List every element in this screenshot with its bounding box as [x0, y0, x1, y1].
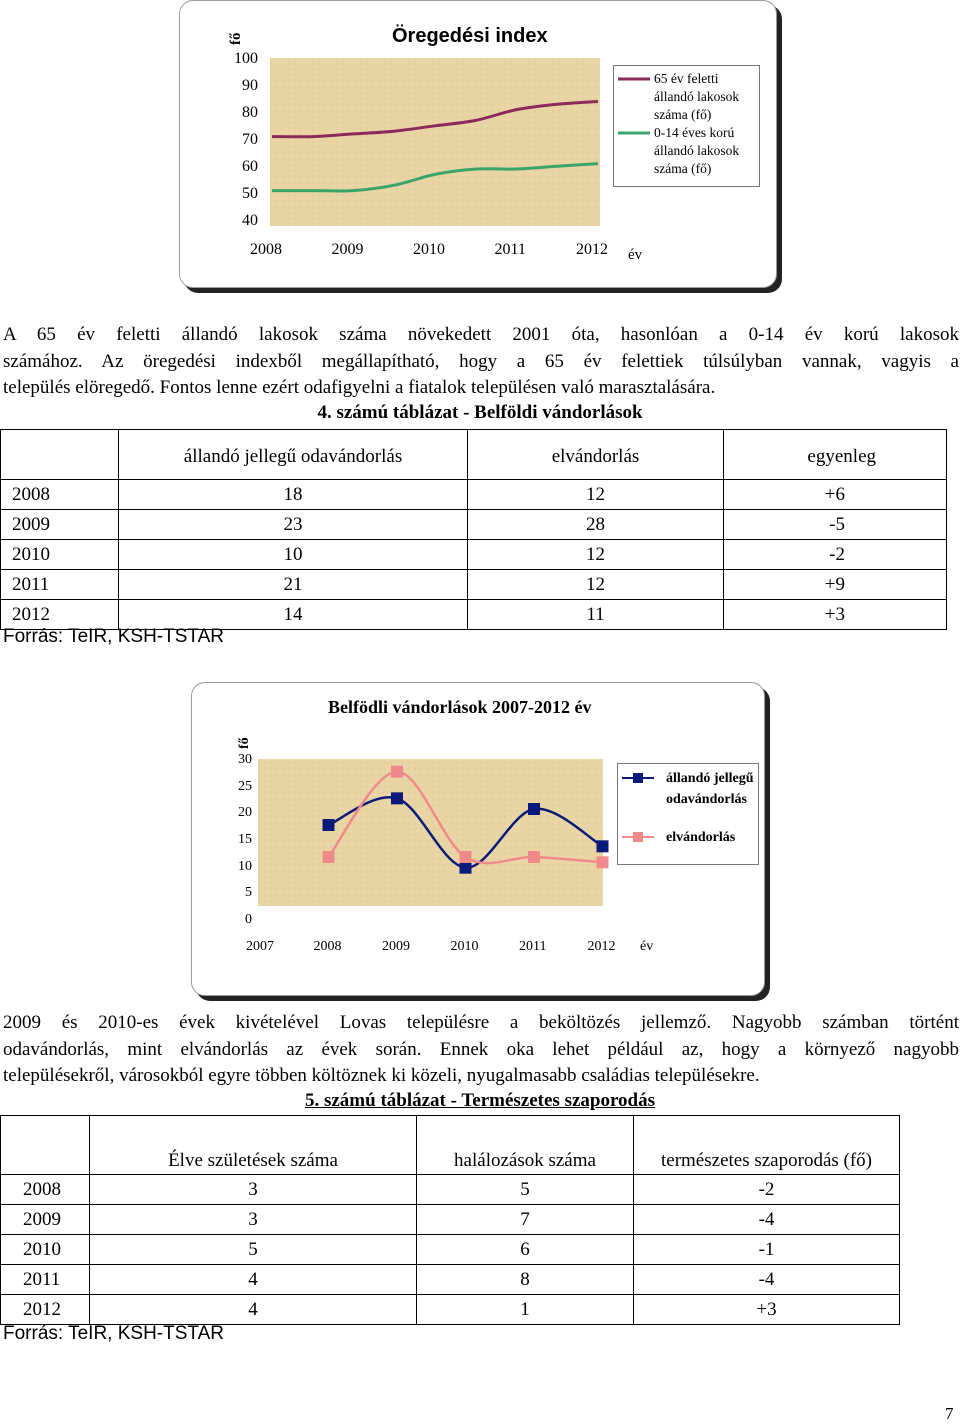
table5-cell: 5 — [90, 1235, 417, 1265]
table4-cell: -2 — [724, 540, 947, 570]
migration-ytick-30: 30 — [238, 752, 252, 767]
table5-row — [1, 1295, 900, 1325]
table4-migration — [0, 429, 947, 630]
table4-source: Forrás: TeIR, KSH-TSTAR — [3, 626, 224, 647]
aging-xtick-2009: 2009 — [331, 241, 364, 258]
migration-marker-1-3 — [528, 851, 540, 863]
table5-cell: -4 — [634, 1265, 900, 1295]
migration-marker-1-2 — [460, 851, 472, 863]
table5-row — [1, 1175, 900, 1205]
table4-cell: +9 — [724, 570, 947, 600]
table4-cell: 23 — [119, 510, 468, 540]
table5-header-row — [1, 1116, 900, 1175]
table4-cell: 10 — [119, 540, 468, 570]
table5-natural-growth — [0, 1115, 900, 1325]
legend-item-65plus: 65 év feletti állandó lakosok száma (fő) — [654, 71, 740, 122]
migration-marker-1-0 — [323, 851, 335, 863]
table5-cell: 2009 — [1, 1205, 90, 1235]
migration-xtick-2008: 2008 — [313, 939, 342, 954]
aging-ytick-100: 100 — [234, 50, 258, 67]
table4-cell: 14 — [119, 600, 468, 630]
paragraph-aging-line-2: számához. Az öregedési indexből megállapítható, hogy a 65 év felettiek túlsúlyban vannak, vagyis a — [3, 350, 959, 372]
legend-item-inmigration: állandó jellegű odavándorlás — [666, 771, 754, 807]
aging-xtick-2011: 2011 — [494, 241, 526, 258]
table5-cell: 5 — [417, 1175, 634, 1205]
migration-marker-0-4 — [597, 840, 609, 852]
table4-row — [1, 510, 947, 540]
table5-header-blank — [1, 1116, 90, 1175]
aging-xtick-2010: 2010 — [413, 241, 445, 258]
migration-xtick-2010: 2010 — [450, 939, 479, 954]
migration-ytick-25: 25 — [238, 778, 252, 794]
aging-ytick-60: 60 — [242, 158, 258, 175]
migration-xtick-2011: 2011 — [519, 939, 547, 954]
paragraph-aging-line-1: A 65 év feletti állandó lakosok száma növekedett 2001 óta, hasonlóan a 0-14 év korú lakosok — [3, 324, 959, 345]
table4-cell: 2009 — [1, 510, 119, 540]
table4-cell: 28 — [468, 510, 724, 540]
table5-row — [1, 1265, 900, 1295]
table4-cell: 12 — [468, 570, 724, 600]
table4-cell: +3 — [724, 600, 947, 630]
table5-cell: 1 — [417, 1295, 634, 1325]
migration-chart — [191, 682, 765, 996]
table4-row — [1, 540, 947, 570]
table5-cell: 2012 — [1, 1295, 90, 1325]
aging-ytick-50: 50 — [242, 185, 258, 202]
table4-row — [1, 570, 947, 600]
migration-ytick-15: 15 — [238, 832, 252, 847]
legend-item-0-14: 0-14 éves korú állandó lakosok száma (fő) — [654, 125, 740, 176]
migration-marker-1-4 — [597, 856, 609, 868]
table5-cell: 3 — [90, 1205, 417, 1235]
table5-header-growth: természetes szaporodás (fő) — [634, 1116, 900, 1175]
table4-row — [1, 480, 947, 510]
table5-row — [1, 1205, 900, 1235]
migration-ytick-10: 10 — [238, 858, 252, 874]
aging-index-title: Öregedési index — [392, 25, 548, 47]
table4-cell: 18 — [119, 480, 468, 510]
legend-item-outmigration: elvándorlás — [666, 830, 736, 845]
migration-marker-0-3 — [528, 803, 540, 815]
table4-header-blank — [1, 430, 119, 480]
table5-row — [1, 1235, 900, 1265]
migration-ytick-20: 20 — [238, 805, 252, 821]
table4-cell: +6 — [724, 480, 947, 510]
aging-index-xlabel: év — [628, 247, 643, 263]
migration-marker-1-1 — [391, 766, 403, 778]
aging-xtick-2012: 2012 — [576, 241, 608, 258]
migration-title: Belfödli vándorlások 2007-2012 év — [328, 697, 592, 717]
table4-header-balance: egyenleg — [724, 430, 947, 480]
paragraph-aging-line-3: település elöregedő. Fontos lenne ezért odafigyelni a fiatalok településen való marasztalására. — [3, 377, 716, 398]
table5-cell: -2 — [634, 1175, 900, 1205]
table4-cell: 2011 — [1, 570, 119, 600]
table4-header-row — [1, 430, 947, 480]
aging-index-plot-area — [270, 58, 600, 226]
table5-cell: 7 — [417, 1205, 634, 1235]
migration-marker-0-0 — [323, 819, 335, 831]
table4-cell: 21 — [119, 570, 468, 600]
table4-cell: -5 — [724, 510, 947, 540]
aging-index-chart — [179, 0, 777, 288]
table5-cell: 8 — [417, 1265, 634, 1295]
table5-cell: 2011 — [1, 1265, 90, 1295]
migration-xtick-2007: 2007 — [246, 939, 274, 954]
table5-cell: 3 — [90, 1175, 417, 1205]
migration-xtick-2009: 2009 — [382, 939, 410, 954]
table4-cell: 2010 — [1, 540, 119, 570]
migration-xtick-2012: 2012 — [587, 939, 616, 954]
table4-row — [1, 600, 947, 630]
aging-ytick-40: 40 — [242, 212, 258, 229]
legend-swatch-outmigration — [633, 832, 643, 842]
table5-caption: 5. számú táblázat - Természetes szaporodás — [304, 1090, 656, 1111]
table4-cell: 2008 — [1, 480, 119, 510]
aging-index-legend — [613, 65, 760, 187]
table5-cell: 4 — [90, 1295, 417, 1325]
table5-source: Forrás: TeIR, KSH-TSTAR — [3, 1323, 224, 1344]
table5-cell: -1 — [634, 1235, 900, 1265]
paragraph-migration-line-3: településekről, városokból egyre többen költöznek ki közeli, nyugalmasabb családias településekre. — [3, 1065, 760, 1086]
table5-cell: 4 — [90, 1265, 417, 1295]
table5-header-deaths: halálozások száma — [417, 1116, 634, 1175]
table5-cell: 2010 — [1, 1235, 90, 1265]
table5-cell: +3 — [634, 1295, 900, 1325]
paragraph-migration-line-2: odavándorlás, mint elvándorlás az évek során. Ennek oka lehet például az, hogy a környező nagyobb — [3, 1038, 959, 1060]
migration-xlabel: év — [640, 939, 654, 954]
table4-cell: 12 — [468, 480, 724, 510]
migration-marker-0-2 — [460, 862, 472, 874]
aging-ytick-80: 80 — [242, 104, 258, 121]
table5-header-births: Élve születések száma — [90, 1116, 417, 1175]
table4-header-outmigration: elvándorlás — [468, 430, 724, 480]
migration-ytick-5: 5 — [245, 885, 252, 901]
table5-cell: 6 — [417, 1235, 634, 1265]
table5-cell: -4 — [634, 1205, 900, 1235]
migration-ytick-0: 0 — [245, 912, 252, 927]
aging-xtick-2008: 2008 — [250, 241, 282, 258]
migration-marker-0-1 — [391, 792, 403, 804]
aging-ytick-70: 70 — [242, 131, 258, 148]
paragraph-migration-line-1: 2009 és 2010-es évek kivételével Lovas településre a beköltözés jellemző. Nagyobb számban történt — [3, 1012, 959, 1033]
aging-index-ylabel: fő — [228, 32, 244, 45]
table4-cell: 12 — [468, 540, 724, 570]
table4-cell: 2012 — [1, 600, 119, 630]
table4-header-inmigration: állandó jellegű odavándorlás — [119, 430, 468, 480]
table4-caption: 4. számú táblázat - Belföldi vándorlások — [317, 402, 643, 423]
table5-cell: 2008 — [1, 1175, 90, 1205]
aging-ytick-90: 90 — [242, 77, 258, 94]
page-number: 7 — [945, 1404, 954, 1423]
paragraph-aging — [3, 322, 959, 402]
migration-legend — [617, 763, 759, 865]
paragraph-migration — [3, 1010, 959, 1090]
legend-swatch-inmigration — [633, 773, 643, 783]
table4-cell: 11 — [468, 600, 724, 630]
migration-ylabel: fő — [237, 737, 252, 749]
